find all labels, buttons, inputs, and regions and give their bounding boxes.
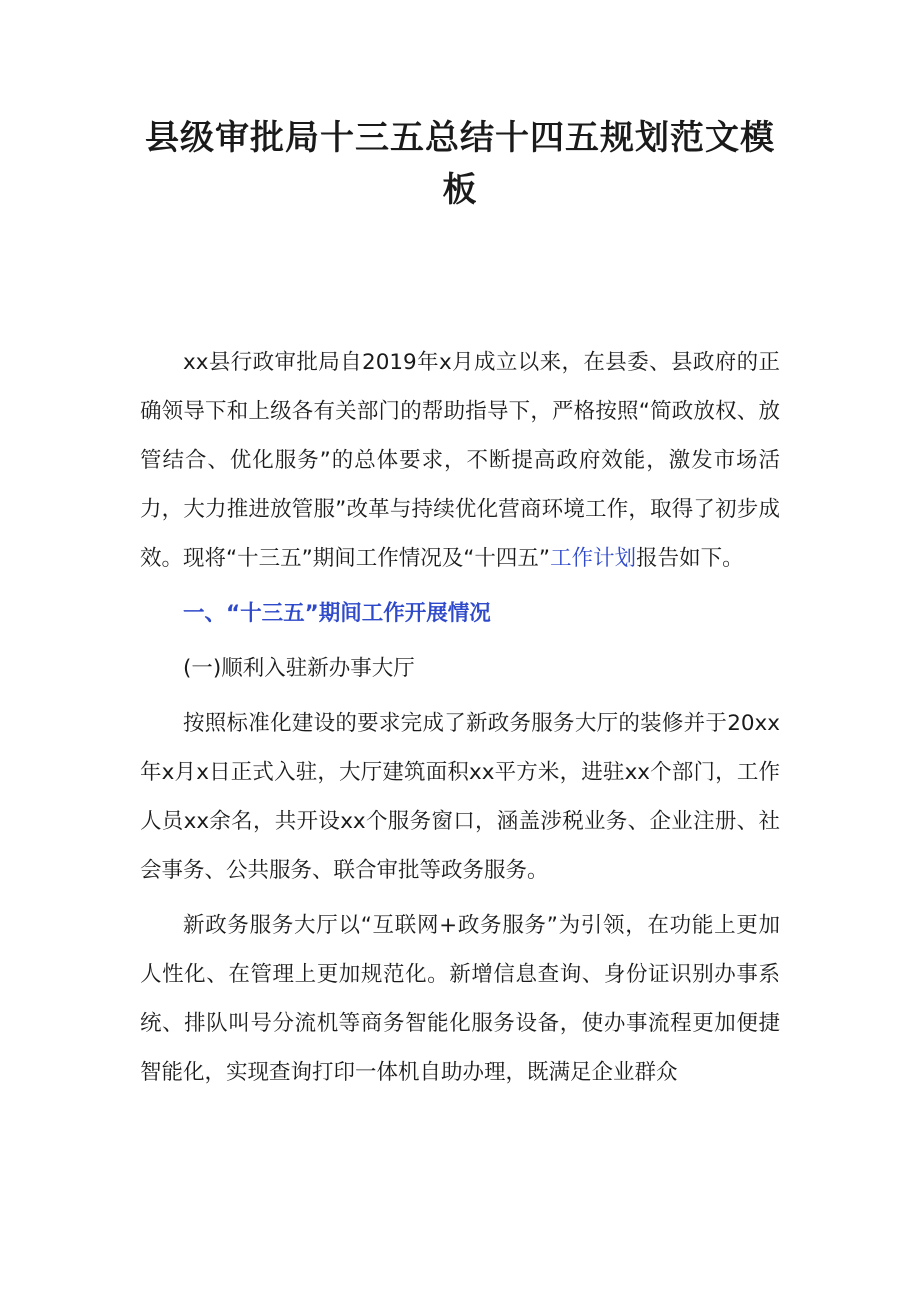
paragraph-internet-plus: 新政务服务大厅以“互联网+政务服务”为引领，在功能上更加人性化、在管理上更加规范化。新增信息查询、身份证识别办事系统、排队叫号分流机等商务智能化服务设备，使办事流程更加便捷智能化，实现查询打印一体机自助办理，既满足企业群众 bbox=[140, 913, 780, 1085]
intro-text: xx县行政审批局自2019年x月成立以来，在县委、县政府的正确领导下和上级各有关部门的帮助指导下，严格按照“简政放权、放管结合、优化服务”的总体要求，不断提高政府效能，激发市场活力，大力推进放管服”改革与持续优化营商环境工作，取得了初步成效。现将“十三五”期间工作情况及“十四五” bbox=[140, 350, 780, 571]
section-heading: 一、“十三五”期间工作开展情况 bbox=[183, 601, 491, 626]
subheading: (一)顺利入驻新办事大厅 bbox=[183, 656, 415, 681]
document-title: 县级审批局十三五总结十四五规划范文模板 bbox=[145, 118, 775, 210]
document-body bbox=[140, 338, 780, 1103]
work-plan-link[interactable]: 工作计划 bbox=[550, 546, 637, 571]
paragraph-hall: 按照标准化建设的要求完成了新政务服务大厅的装修并于20xx年x月x日正式入驻，大厅建筑面积xx平方米，进驻xx个部门，工作人员xx余名，共开设xx个服务窗口，涵盖涉税业务、企业注册、社会事务、公共服务、联合审批等政务服务。 bbox=[140, 711, 780, 883]
intro-paragraph bbox=[140, 338, 780, 583]
intro-text-end: 报告如下。 bbox=[636, 546, 744, 571]
